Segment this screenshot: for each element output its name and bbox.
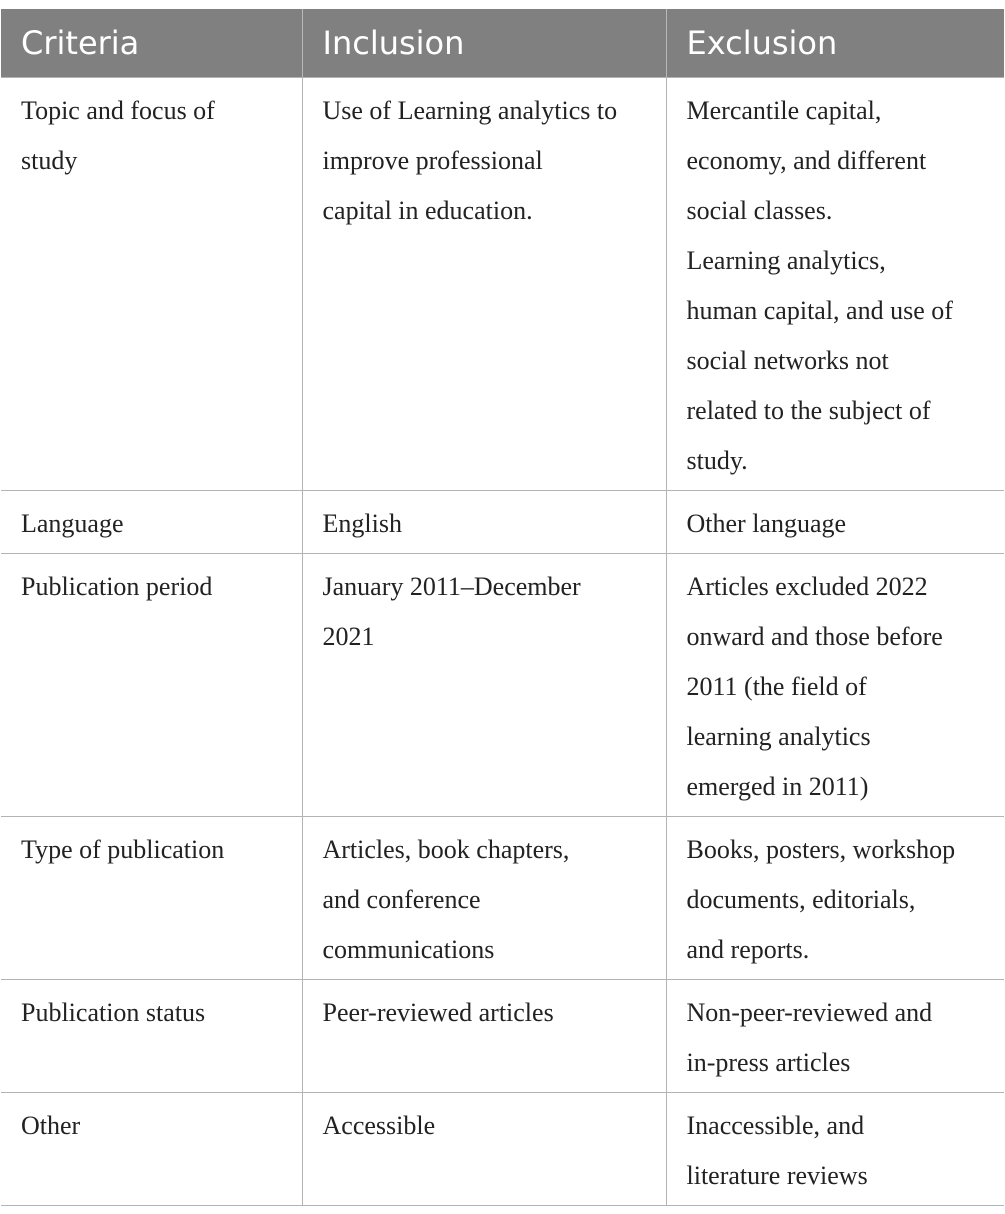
table-row <box>1 817 1004 980</box>
inclusion-cell <box>302 554 666 817</box>
header-inclusion: Inclusion <box>302 9 666 78</box>
cell-text-line: Other language <box>686 509 847 538</box>
cell-text-line: January 2011–December <box>322 572 581 601</box>
table-row <box>1 980 1004 1093</box>
exclusion-cell <box>666 491 1004 554</box>
table-row <box>1 554 1004 817</box>
cell-text-line: Type of publication <box>21 835 225 864</box>
cell-text-line: study <box>21 146 78 175</box>
cell-text-line: 2021 <box>322 622 375 651</box>
inclusion-cell <box>302 78 666 491</box>
cell-text-line: Use of Learning analytics to <box>322 96 618 125</box>
criteria-cell <box>1 78 302 491</box>
criteria-cell <box>1 491 302 554</box>
table-header <box>1 9 1004 78</box>
table-row <box>1 1093 1004 1206</box>
cell-text-line: capital in education. <box>322 196 533 225</box>
cell-text-line: economy, and different <box>686 146 927 175</box>
exclusion-cell <box>666 554 1004 817</box>
exclusion-cell <box>666 980 1004 1093</box>
cell-text-line: documents, editorials, <box>686 885 916 914</box>
inclusion-cell <box>302 491 666 554</box>
criteria-table <box>1 9 1004 1206</box>
cell-text-line: Publication period <box>21 572 213 601</box>
cell-text-line: and conference <box>322 885 481 914</box>
header-criteria: Criteria <box>1 9 302 78</box>
criteria-cell <box>1 1093 302 1206</box>
cell-text-line: communications <box>322 935 495 964</box>
cell-text-line: social networks not <box>686 346 889 375</box>
cell-text-line: improve professional <box>322 146 543 175</box>
inclusion-cell <box>302 817 666 980</box>
cell-text-line: Accessible <box>322 1111 436 1140</box>
cell-text-line: onward and those before <box>686 622 943 651</box>
cell-text-line: learning analytics <box>686 722 871 751</box>
table-row <box>1 78 1004 491</box>
cell-text-line: Non-peer-reviewed and <box>686 998 933 1027</box>
cell-text-line: Articles, book chapters, <box>322 835 570 864</box>
cell-text-line: Inaccessible, and <box>686 1111 865 1140</box>
header-exclusion: Exclusion <box>666 9 1004 78</box>
table-body <box>1 78 1004 1206</box>
cell-text-line: and reports. <box>686 935 810 964</box>
criteria-cell <box>1 980 302 1093</box>
inclusion-cell <box>302 980 666 1093</box>
criteria-cell <box>1 554 302 817</box>
criteria-cell <box>1 817 302 980</box>
inclusion-cell <box>302 1093 666 1206</box>
exclusion-cell <box>666 817 1004 980</box>
cell-text-line: Language <box>21 509 124 538</box>
exclusion-cell <box>666 1093 1004 1206</box>
cell-text-line: Mercantile capital, <box>686 96 882 125</box>
cell-text-line: literature reviews <box>686 1161 868 1190</box>
cell-text-line: Learning analytics, <box>686 246 886 275</box>
cell-text-line: in-press articles <box>686 1048 851 1077</box>
table-row <box>1 491 1004 554</box>
exclusion-cell <box>666 78 1004 491</box>
cell-text-line: Books, posters, workshop <box>686 835 956 864</box>
cell-text-line: related to the subject of <box>686 396 931 425</box>
cell-text-line: Articles excluded 2022 <box>686 572 928 601</box>
cell-text-line: study. <box>686 446 748 475</box>
cell-text-line: Publication status <box>21 998 206 1027</box>
cell-text-line: human capital, and use of <box>686 296 953 325</box>
cell-text-line: English <box>322 509 402 538</box>
cell-text-line: 2011 (the field of <box>686 672 867 701</box>
cell-text-line: Other <box>21 1111 81 1140</box>
cell-text-line: emerged in 2011) <box>686 772 869 801</box>
cell-text-line: Peer-reviewed articles <box>322 998 554 1027</box>
cell-text-line: Topic and focus of <box>21 96 215 125</box>
cell-text-line: social classes. <box>686 196 833 225</box>
header-row <box>1 9 1004 78</box>
